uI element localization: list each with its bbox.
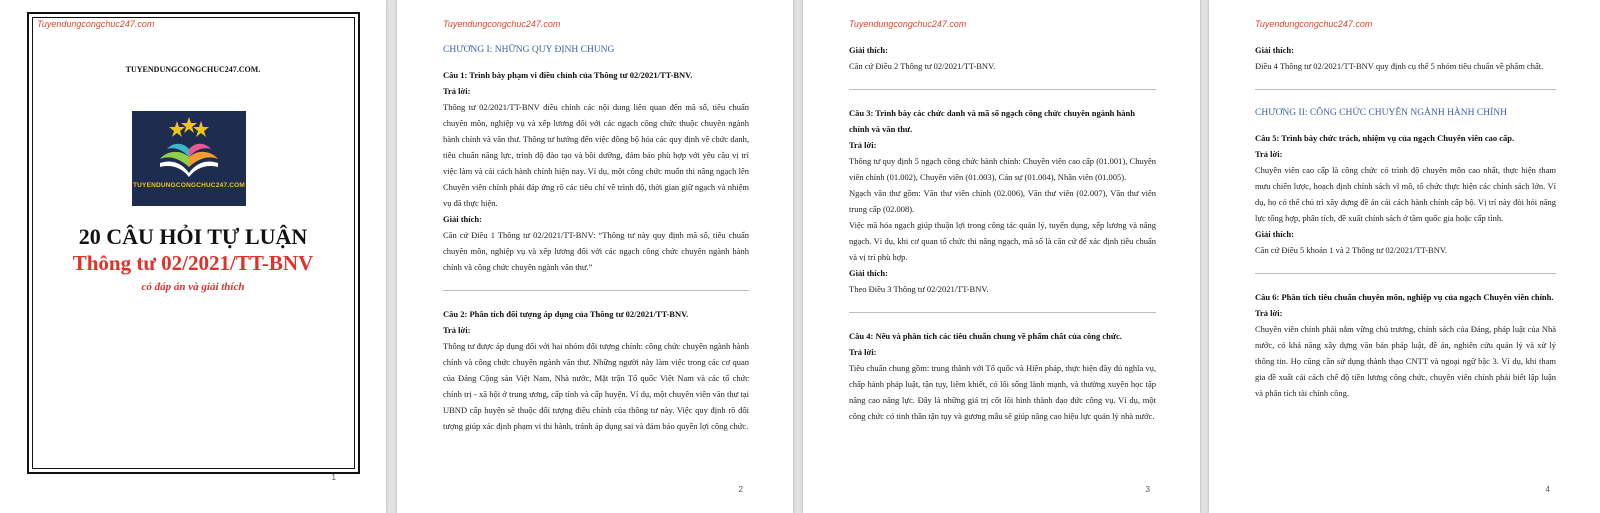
chapter-heading: CHƯƠNG I: NHỮNG QUY ĐỊNH CHUNG	[443, 45, 615, 55]
chapter-heading: CHƯƠNG II: CÔNG CHỨC CHUYÊN NGÀNH HÀNH CHÍNH	[1255, 108, 1507, 118]
page-number: 2	[738, 485, 743, 494]
answer-5-text: Chuyên viên cao cấp là công chức có trình độ chuyên môn cao nhất, thực hiện tham mưu chiến lược, hoạch định chính sách vĩ mô, tổ chức thực hiện các chính sách lớn. Ví dụ, họ có thể chủ trì xây dựng đề án cải cách hành chính cấp bộ. Vị trí này đòi hỏi năng lực tổng hợp, phân tích, đề xuất chính sách ở tầm quốc gia hoặc cấp tỉnh.	[1255, 165, 1556, 223]
answer-2-text: Thông tư được áp dụng đối với hai nhóm đối tượng chính: công chức chuyên ngành hành chính và công chức chuyên ngành văn thư. Những người này làm việc trong các cơ quan của Đảng Cộng sản Việt Nam, Nhà nước, Mặt trận Tổ quốc Việt Nam và các tổ chức chính trị - xã hội ở trung ương, cấp tỉnh và cấp huyện. Ví dụ, một chuyên viên văn thư tại UBND cấp huyện sẽ thuộc đối tượng điều chỉnh của thông tư này. Việc quy định rõ đối tượng giúp xác định phạm vi thi hành, tránh áp dụng sai và đảm bảo quyền lợi công chức.	[443, 341, 749, 431]
answer-label: Trả lời:	[443, 325, 471, 335]
separator	[443, 290, 749, 291]
explain-label: Giải thích:	[1255, 229, 1294, 239]
site-header: Tuyendungcongchuc247.com	[1255, 19, 1373, 29]
book-stars-icon	[132, 111, 246, 206]
explain-2-text: Căn cứ Điều 2 Thông tư 02/2021/TT-BNV.	[849, 61, 996, 71]
question-5: Câu 5: Trình bày chức trách, nhiệm vụ của ngạch Chuyên viên cao cấp.	[1255, 133, 1515, 143]
explain-3-text: Theo Điều 3 Thông tư 02/2021/TT-BNV.	[849, 284, 989, 294]
explain-label: Giải thích:	[1255, 45, 1294, 55]
separator	[1255, 89, 1556, 90]
answer-label: Trả lời:	[849, 140, 877, 150]
page-content	[1255, 42, 1556, 401]
explain-label: Giải thích:	[849, 268, 888, 278]
site-logo	[132, 111, 246, 206]
answer-label: Trả lời:	[1255, 308, 1283, 318]
answer-3-part-2: Ngạch văn thư gồm: Văn thư viên chính (02.006), Văn thư viên (02.007), Văn thư viên trung cấp (02.008).	[849, 188, 1156, 214]
explain-1-text: Căn cứ Điều 1 Thông tư 02/2021/TT-BNV: “Thông tư này quy định mã số, tiêu chuẩn chuyên môn, nghiệp vụ và xếp lương đối với các ngạch công chức chuyên ngành hành chính và công chức chuyên ngành văn thư.”	[443, 230, 749, 272]
logo-text: TUYENDUNGCONGCHUC247.COM	[132, 182, 246, 189]
page-3	[803, 0, 1200, 513]
answer-label: Trả lời:	[849, 347, 877, 357]
page-content	[849, 42, 1156, 424]
cover-subtitle: Thông tư 02/2021/TT-BNV	[72, 251, 314, 275]
page-content	[443, 42, 749, 434]
page-4	[1209, 0, 1600, 513]
explain-label: Giải thích:	[443, 214, 482, 224]
answer-4-text: Tiêu chuẩn chung gồm: trung thành với Tổ quốc và Hiến pháp, thực hiện đầy đủ nghĩa vụ, chấp hành pháp luật, tận tụy, liêm khiết, có lối sống lành mạnh, và thường xuyên học tập nâng cao năng lực. Đây là những giá trị cốt lõi hình thành đạo đức công vụ. Ví dụ, một công chức có tinh thần tận tụy và gương mẫu sẽ giúp nâng cao hiệu lực quản lý nhà nước.	[849, 363, 1156, 421]
answer-label: Trả lời:	[443, 86, 471, 96]
answer-1-text: Thông tư 02/2021/TT-BNV điều chỉnh các nội dung liên quan đến mã số, tiêu chuẩn chuyên môn, nghiệp vụ và xếp lương đối với các ngạch công chức thuộc chuyên ngành hành chính và văn thư. Thông tư hướng đến việc đồng bộ hóa các quy định về chức danh, tiêu chuẩn năng lực, trình độ đào tạo và bồi dưỡng, đảm bảo phù hợp với yêu cầu vị trí việc làm và cải cách hành chính hiện nay. Ví dụ, một công chức muốn thi nâng ngạch lên Chuyên viên chính phải đáp ứng rõ các tiêu chí về trình độ, thời gian giữ ngạch và nhiệm vụ đã thực hiện.	[443, 102, 749, 208]
question-2: Câu 2: Phân tích đối tượng áp dụng của Thông tư 02/2021/TT-BNV.	[443, 309, 689, 319]
cover-title: 20 CÂU HỎI TỰ LUẬN	[78, 224, 308, 249]
explain-4-text: Điều 4 Thông tư 02/2021/TT-BNV quy định cụ thể 5 nhóm tiêu chuẩn về phẩm chất.	[1255, 61, 1544, 71]
explain-label: Giải thích:	[849, 45, 888, 55]
separator	[1255, 273, 1556, 274]
answer-label: Trả lời:	[1255, 149, 1283, 159]
page-number: 1	[331, 473, 336, 482]
cover-tagline: có đáp án và giải thích	[141, 281, 245, 293]
question-6: Câu 6: Phân tích tiêu chuẩn chuyên môn, nghiệp vụ của ngạch Chuyên viên chính.	[1255, 292, 1554, 302]
cover-site-name: TUYENDUNGCONGCHUC247.COM.	[125, 65, 261, 74]
answer-3-part-1: Thông tư quy định 5 ngạch công chức hành chính: Chuyên viên cao cấp (01.001), Chuyên viên chính (01.002), Chuyên viên (01.003), Cán sự (01.004), Nhân viên (01.005).	[849, 156, 1156, 182]
site-header: Tuyendungcongchuc247.com	[849, 19, 967, 29]
page-number: 3	[1145, 485, 1150, 494]
site-header: Tuyendungcongchuc247.com	[37, 19, 155, 29]
page-2	[397, 0, 793, 513]
question-1: Câu 1: Trình bày phạm vi điều chỉnh của Thông tư 02/2021/TT-BNV.	[443, 70, 693, 80]
question-4: Câu 4: Nêu và phân tích các tiêu chuẩn chung về phẩm chất của công chức.	[849, 331, 1122, 341]
page-number: 4	[1545, 485, 1550, 494]
question-3: Câu 3: Trình bày các chức danh và mã số ngạch công chức chuyên ngành hành chính và văn thư.	[849, 108, 1135, 134]
answer-3-part-3: Việc mã hóa ngạch giúp thuận lợi trong công tác quản lý, tuyển dụng, xếp lương và nâng ngạch. Ví dụ, khi cơ quan tổ chức thi nâng ngạch, mã số là căn cứ để xác định tiêu chuẩn và vị trí phù hợp.	[849, 220, 1156, 262]
site-header: Tuyendungcongchuc247.com	[443, 19, 561, 29]
answer-6-text: Chuyên viên chính phải nắm vững chủ trương, chính sách của Đảng, pháp luật của Nhà nước, có khả năng xây dựng văn bản pháp luật, đề án, nghiên cứu quản lý và xử lý thông tin. Họ cũng cần sử dụng thành thạo CNTT và ngoại ngữ bậc 3. Ví dụ, khi tham gia đề xuất cải cách chế độ tiền lương công chức, chuyên viên chính phải biết lập luận và phân tích tài chính công.	[1255, 324, 1556, 398]
separator	[849, 89, 1156, 90]
explain-5-text: Căn cứ Điều 5 khoản 1 và 2 Thông tư 02/2021/TT-BNV.	[1255, 245, 1448, 255]
separator	[849, 312, 1156, 313]
page-1-cover	[0, 0, 386, 513]
